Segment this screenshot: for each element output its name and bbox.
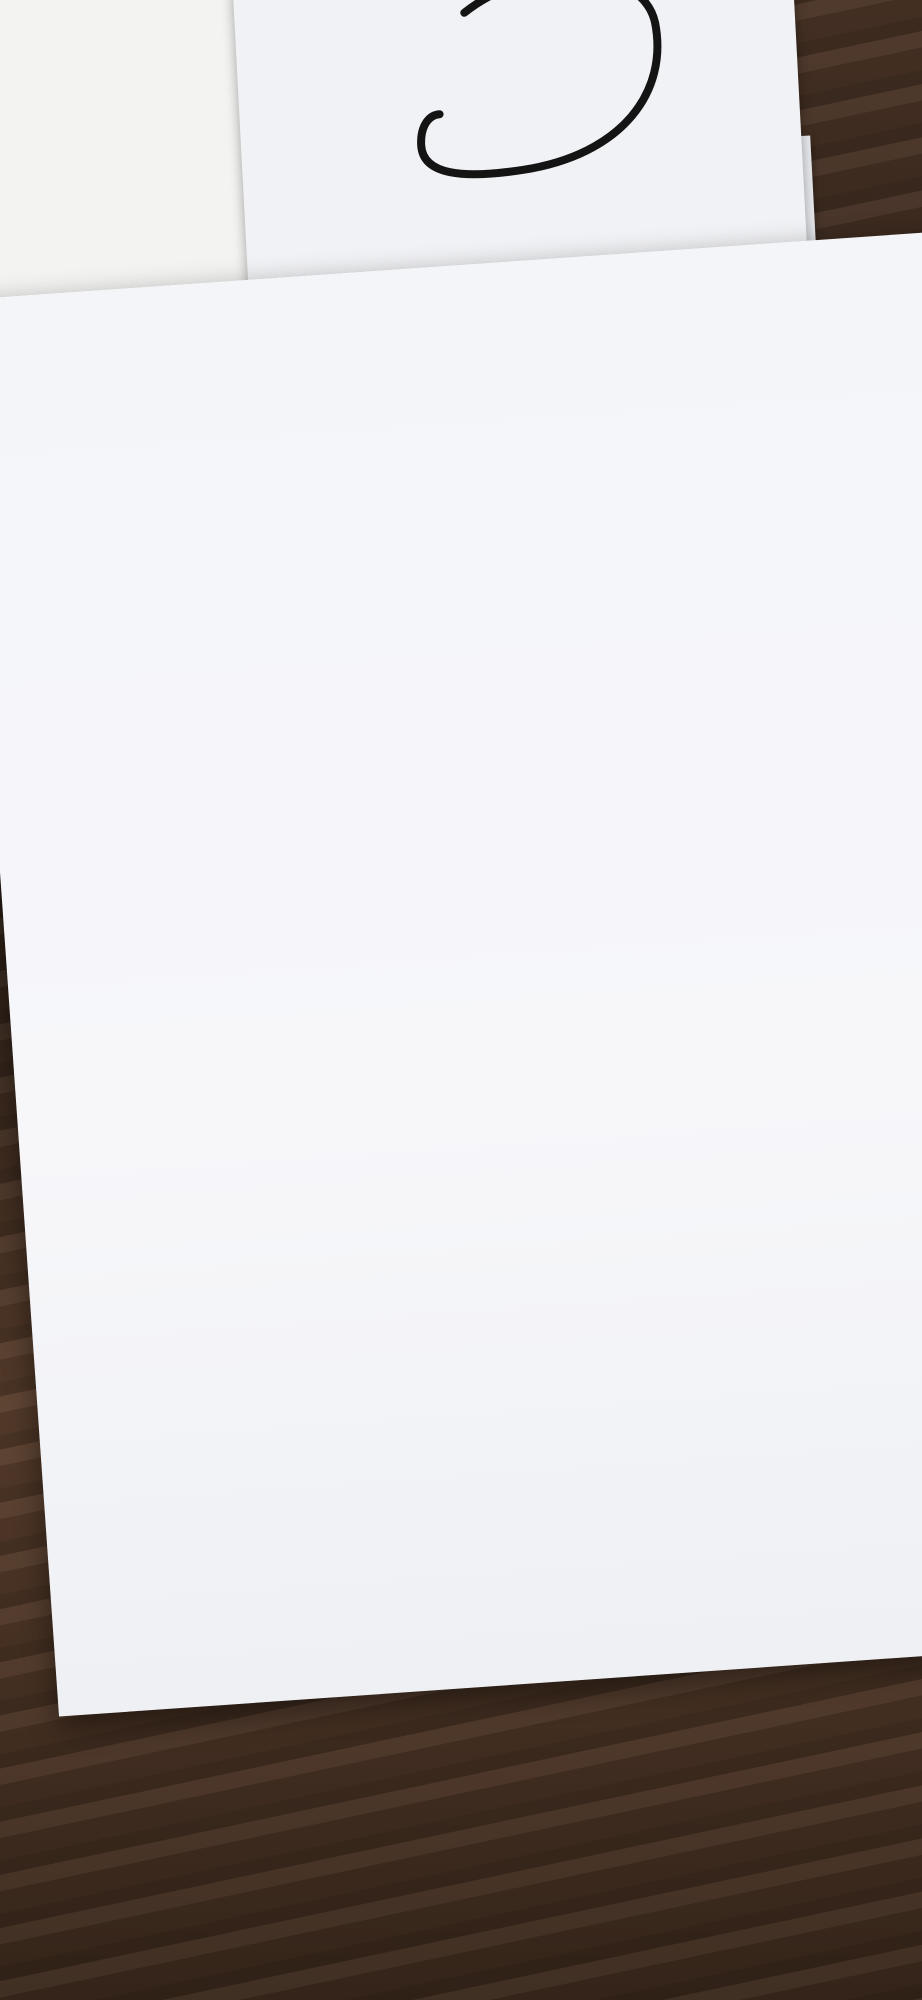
bleed-line <box>400 779 895 849</box>
bleed-line <box>400 779 895 849</box>
bleed-through-text <box>400 779 895 849</box>
bleed-line <box>400 779 895 849</box>
handwritten-digit-five <box>312 0 745 240</box>
book-page <box>0 227 922 1716</box>
bleed-line <box>400 779 895 849</box>
sticky-note <box>233 0 808 284</box>
bleed-line <box>400 779 895 849</box>
bleed-line <box>400 779 895 849</box>
bleed-line <box>400 779 895 849</box>
